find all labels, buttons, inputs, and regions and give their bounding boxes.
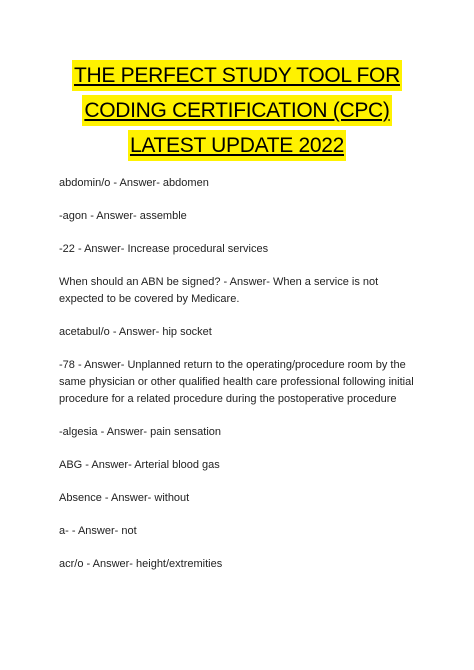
- flashcard-entry: acetabul/o - Answer- hip socket: [59, 326, 212, 338]
- flashcard-entry: -22 - Answer- Increase procedural services: [59, 243, 269, 255]
- document-title: [0, 60, 474, 165]
- flashcard-entry: -algesia - Answer- pain sensation: [59, 426, 222, 438]
- title-line-1: THE PERFECT STUDY TOOL FOR: [72, 60, 402, 91]
- flashcard-entry: ABG - Answer- Arterial blood gas: [59, 459, 220, 471]
- flashcard-entry: abdomin/o - Answer- abdomen: [59, 177, 209, 189]
- flashcard-list: [59, 175, 419, 589]
- flashcard-entry: When should an ABN be signed? - Answer- When a service is not expected to be covered by Medicare.: [59, 276, 379, 305]
- flashcard-entry: acr/o - Answer- height/extremities: [59, 558, 223, 570]
- flashcard-entry: a- - Answer- not: [59, 525, 137, 537]
- title-line-3: LATEST UPDATE 2022: [128, 130, 346, 161]
- title-line-2: CODING CERTIFICATION (CPC): [82, 95, 391, 126]
- flashcard-entry: Absence - Answer- without: [59, 492, 190, 504]
- flashcard-entry: -agon - Answer- assemble: [59, 210, 187, 222]
- flashcard-entry: -78 - Answer- Unplanned return to the operating/procedure room by the same physician or other qualified health care professional following initial procedure for a related procedure during the postoperative procedure: [59, 359, 414, 405]
